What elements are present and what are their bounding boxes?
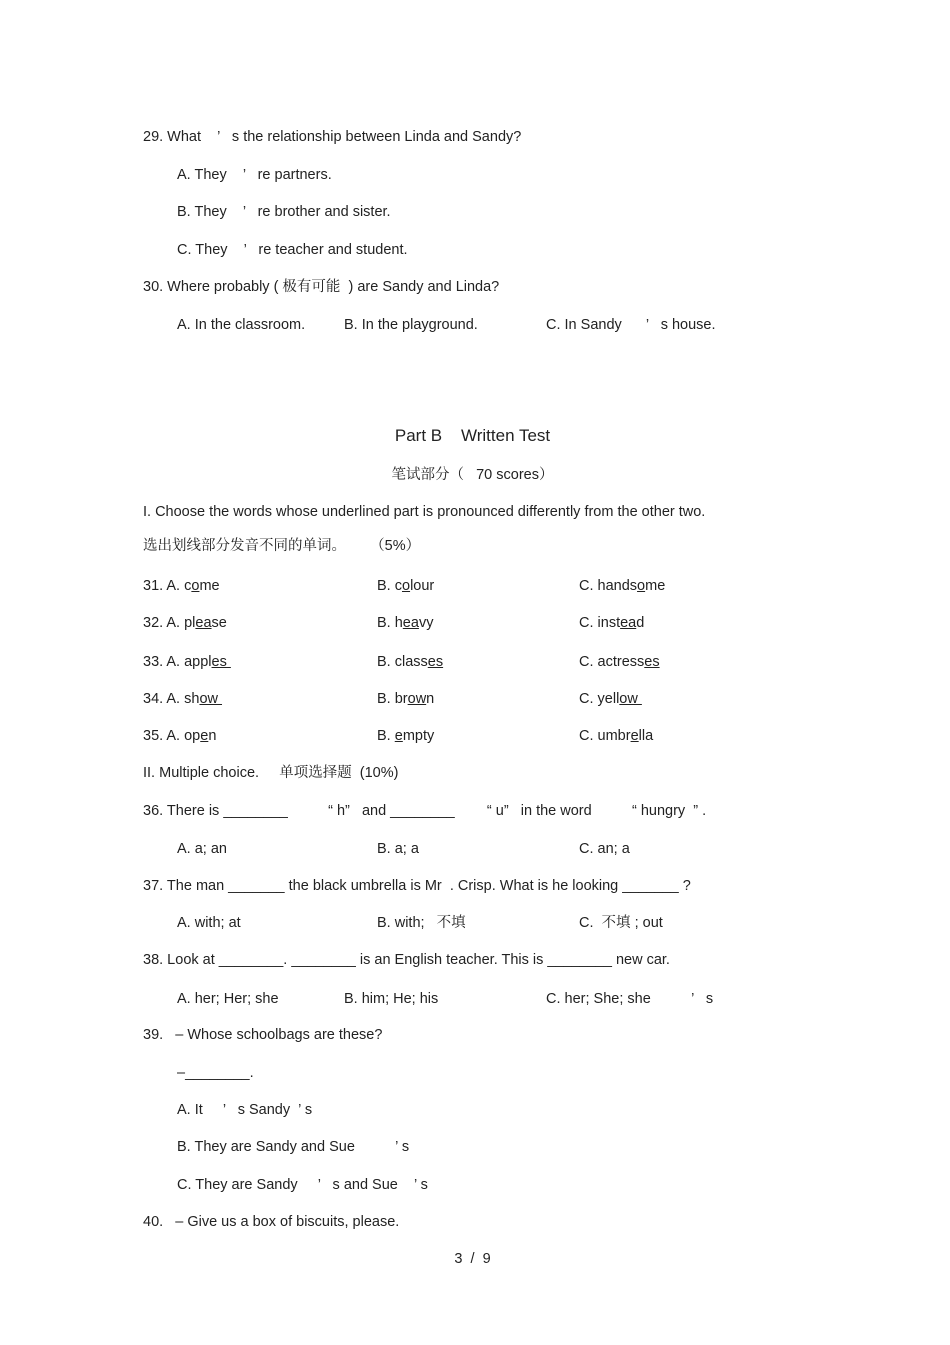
question-29-option-c: C. They ’ re teacher and student. [177, 242, 408, 258]
question-30-stem: 30. Where probably ( 极有可能 ) are Sandy and Linda? [143, 279, 500, 295]
question-39-option-c: C. They are Sandy ’ s and Sue ’ s [177, 1177, 428, 1193]
page-number: 3 / 9 [454, 1251, 491, 1267]
pronunciation-34-a: 34. A. show [143, 691, 223, 707]
question-39-answer-blank: –________. [177, 1065, 254, 1081]
question-39-stem: 39. – Whose schoolbags are these? [143, 1027, 383, 1043]
question-39-option-a: A. It ’ s Sandy ’ s [177, 1102, 313, 1118]
question-36-option-c: C. an; a [579, 841, 630, 857]
pronunciation-35-c: C. umbrella [579, 728, 654, 744]
pronunciation-33-a: 33. A. apples [143, 654, 231, 670]
pronunciation-35-a: 35. A. open [143, 728, 217, 744]
question-36-option-a: A. a; an [177, 841, 227, 857]
question-37-option-b: B. with; 不填 [377, 915, 466, 931]
pronunciation-34-c: C. yellow [579, 691, 642, 707]
part-b-title: Part B Written Test [394, 426, 551, 445]
section-1-instruction-cn: 选出划线部分发音不同的单词。 （5%） [143, 538, 421, 554]
question-38-option-c: C. her; She; she ’ s [546, 991, 714, 1007]
section-2-heading: II. Multiple choice. 单项选择题 (10%) [143, 765, 399, 781]
question-37-option-a: A. with; at [177, 915, 241, 931]
pronunciation-32-c: C. instead [579, 615, 645, 631]
pronunciation-35-b: B. empty [377, 728, 435, 744]
question-36-stem: 36. There is ________ “ h” and ________ “ u” in the word “ hungry ” . [143, 803, 707, 819]
question-38-option-b: B. him; He; his [344, 991, 439, 1007]
section-1-instruction: I. Choose the words whose underlined part is pronounced differently from the other two. [143, 504, 706, 520]
question-39-option-b: B. They are Sandy and Sue ’ s [177, 1139, 410, 1155]
question-37-stem: 37. The man _______ the black umbrella is Mr . Crisp. What is he looking _______ ? [143, 878, 691, 894]
pronunciation-31-a: 31. A. come [143, 578, 220, 594]
pronunciation-31-c: C. handsome [579, 578, 666, 594]
question-29-option-a: A. They ’ re partners. [177, 167, 332, 183]
question-29-option-b: B. They ’ re brother and sister. [177, 204, 391, 220]
question-30-option-c: C. In Sandy ’ s house. [546, 317, 716, 333]
pronunciation-33-b: B. classes [377, 654, 444, 670]
pronunciation-34-b: B. brown [377, 691, 435, 707]
question-37-option-c: C. 不填 ; out [579, 915, 663, 931]
question-30-option-b: B. In the playground. [344, 317, 478, 333]
part-b-subtitle: 笔试部分（ 70 scores） [391, 467, 554, 483]
question-29-stem: 29. What ’ s the relationship between Linda and Sandy? [143, 129, 522, 145]
question-38-stem: 38. Look at ________. ________ is an English teacher. This is ________ new car. [143, 952, 670, 968]
pronunciation-32-a: 32. A. please [143, 615, 227, 631]
question-30-option-a: A. In the classroom. [177, 317, 306, 333]
pronunciation-32-b: B. heavy [377, 615, 434, 631]
question-40-stem: 40. – Give us a box of biscuits, please. [143, 1214, 400, 1230]
question-36-option-b: B. a; a [377, 841, 419, 857]
pronunciation-33-c: C. actresses [579, 654, 660, 670]
question-38-option-a: A. her; Her; she [177, 991, 279, 1007]
pronunciation-31-b: B. colour [377, 578, 435, 594]
